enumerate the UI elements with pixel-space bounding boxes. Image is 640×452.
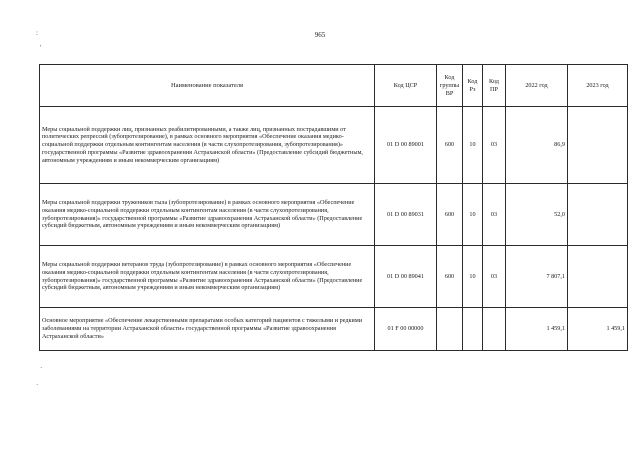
table-row [40, 107, 628, 184]
row-value-2022: 86,9 [506, 107, 568, 184]
row-vr-code: 600 [437, 246, 463, 308]
row-value-2022: 52,0 [506, 184, 568, 246]
row-vr-code [437, 308, 463, 351]
row-value-2023 [568, 107, 628, 184]
margin-mark: · [40, 364, 43, 372]
row-value-2022: 1 459,1 [506, 308, 568, 351]
row-pr-code: 03 [483, 246, 506, 308]
table-header-row [40, 65, 628, 107]
margin-mark: · [36, 381, 39, 389]
header-rz-code: Код Рз [463, 65, 483, 107]
row-name: Меры социальной поддержки ветеранов труда (зубопротезирование) в рамках основного мероприятия «Обеспечение оказания медико-социальной поддержки отдельным контингентам населения (в части слухопротезирования, зубопротезирования)» государственной программы «Развитие здравоохранения Астраханской области» (Предоставление субсидий бюджетным, автономным учреждениям и иным некоммерческим организациям) [40, 246, 375, 308]
row-rz-code: 10 [463, 107, 483, 184]
row-csr-code: 01 F 00 00000 [375, 308, 437, 351]
table-row [40, 246, 628, 308]
page-number: 965 [314, 31, 326, 39]
table-row [40, 184, 628, 246]
margin-mark: : [36, 29, 38, 37]
row-pr-code: 03 [483, 184, 506, 246]
row-vr-code: 600 [437, 107, 463, 184]
row-name: Меры социальной поддержки тружеников тыла (зубопротезирование) в рамках основного мероприятия «Обеспечение оказания медико-социальной поддержки отдельным контингентам населения (в части слухопротезирования, зубопротезирования)» государственной программы «Развитие здравоохранения Астраханской области» (Предоставление субсидий бюджетным, автономным учреждениям и иным некоммерческим организациям) [40, 184, 375, 246]
row-value-2023: 1 459,1 [568, 308, 628, 351]
row-rz-code: 10 [463, 184, 483, 246]
header-csr-code: Код ЦСР [375, 65, 437, 107]
header-year-2022: 2022 год [506, 65, 568, 107]
row-csr-code: 01 D 00 89041 [375, 246, 437, 308]
header-vr-code: Код группы ВР [437, 65, 463, 107]
row-name: Меры социальной поддержки лиц, признанных реабилитированными, а также лиц, признанных пострадавшими от политических репрессий (зубопротезирование), в рамках основного мероприятия «Обеспечение оказания медико-социальной поддержки отдельным контингентам населения (в части слухопротезирования, зубопротезирования)» государственной программы «Развитие здравоохранения Астраханской области» (Предоставление субсидий бюджетным, автономным учреждениям и иным некоммерческим организациям) [40, 107, 375, 184]
row-pr-code: 03 [483, 107, 506, 184]
row-value-2023 [568, 246, 628, 308]
row-vr-code: 600 [437, 184, 463, 246]
row-value-2023 [568, 184, 628, 246]
row-csr-code: 01 D 00 89001 [375, 107, 437, 184]
margin-mark: ' [40, 44, 42, 52]
row-name: Основное мероприятие «Обеспечение лекарственными препаратами особых категорий пациентов с тяжелыми и редкими заболеваниями на территории Астраханской области» государственной программы «Развитие здравоохранения Астраханской области» [40, 308, 375, 351]
row-value-2022: 7 807,1 [506, 246, 568, 308]
table-row [40, 308, 628, 351]
header-year-2023: 2023 год [568, 65, 628, 107]
header-name: Наименование показателя [40, 65, 375, 107]
budget-table [39, 64, 628, 351]
header-pr-code: Код ПР [483, 65, 506, 107]
row-pr-code [483, 308, 506, 351]
row-rz-code: 10 [463, 246, 483, 308]
row-csr-code: 01 D 00 89031 [375, 184, 437, 246]
row-rz-code [463, 308, 483, 351]
